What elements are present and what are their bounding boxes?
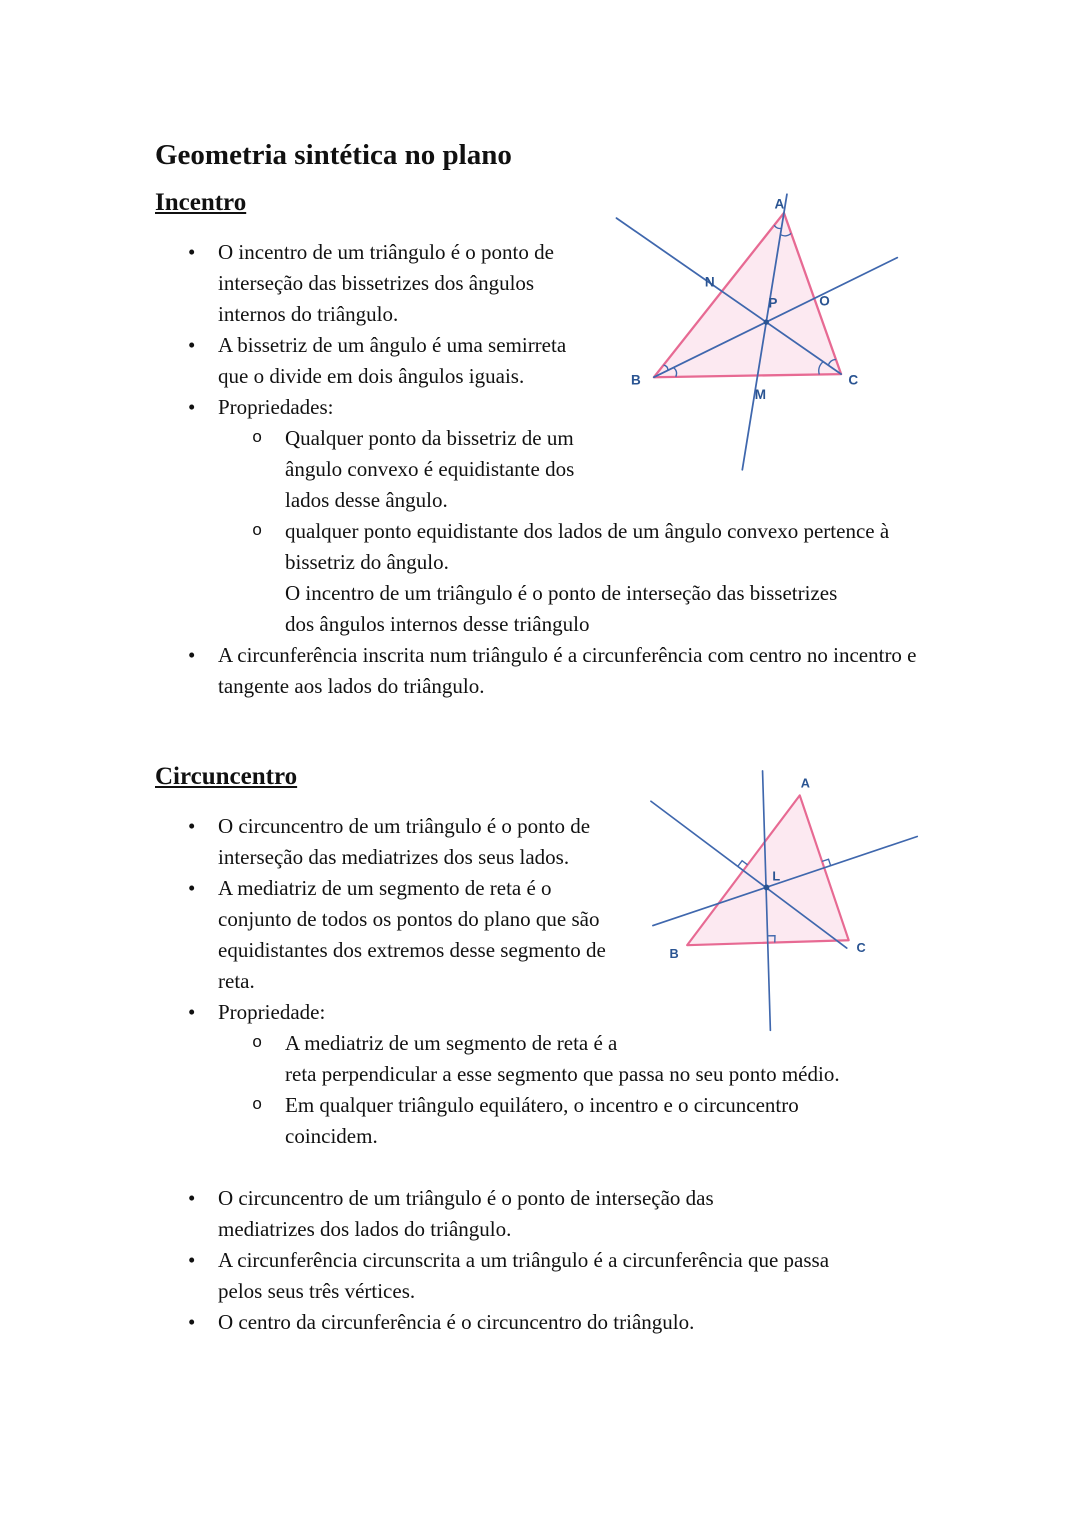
bullet-bissetriz-definition: • A bissetriz de um ângulo é uma semirreta que o divide em dois ângulos iguais.	[155, 330, 930, 392]
bullet-circuncentro-definition: • O circuncentro de um triângulo é o ponto de interseção das mediatrizes dos seus lados.	[155, 811, 930, 873]
point-label-o: O	[819, 293, 830, 309]
vertex-label-a: A	[774, 196, 785, 212]
propriedades-label: Propriedades:	[218, 395, 334, 419]
bullet-text: • A circunferência circunscrita a um triângulo é a circunferência que passa pelos seus três vértices.	[218, 1248, 830, 1303]
vertex-label-b: B	[669, 945, 679, 961]
section-circuncentro	[155, 762, 930, 1338]
vertex-label-c: C	[848, 372, 859, 388]
vertex-label-a: A	[800, 775, 810, 791]
bullet-mediatriz-definition: • A mediatriz de um segmento de reta é o conjunto de todos os pontos do plano que são equidistantes dos extremos desse segmento de reta.	[155, 873, 930, 997]
circuncentro-heading-text: Circuncentro	[155, 763, 298, 790]
point-label-m: M	[754, 387, 767, 403]
bullet-incentro-definition: • O incentro de um triângulo é o ponto de interseção das bissetrizes dos ângulos internos do triângulo.	[155, 237, 930, 330]
vertex-label-b: B	[631, 372, 641, 388]
bullet-propriedades	[155, 392, 930, 640]
propriedade-label: Propriedade:	[218, 1000, 326, 1024]
sub-bullet-text: o A mediatriz de um segmento de reta é a reta perpendicular a esse segmento que passa no seu ponto médio.	[285, 1031, 840, 1086]
bullet-text: • O circuncentro de um triângulo é o ponto de interseção das mediatrizes dos lados do triângulo.	[218, 1186, 714, 1241]
propriedades-sublist	[218, 423, 930, 640]
vertex-label-c: C	[856, 940, 866, 955]
incentro-heading-text: Incentro	[155, 189, 247, 216]
incentro-list	[155, 237, 930, 702]
point-label-n: N	[704, 274, 715, 290]
bullet-circunferencia-inscrita: • A circunferência inscrita num triângulo é a circunferência com centro no incentro e tangente aos lados do triângulo.	[155, 640, 930, 702]
circuncentro-list	[155, 811, 930, 1338]
sub-bullet-text-2: O incentro de um triângulo é o ponto de interseção das bissetrizes dos ângulos internos desse triângulo	[285, 581, 838, 636]
propriedade-sublist	[218, 1028, 930, 1152]
sub-bullet-equilatero-coincidem	[218, 1090, 930, 1152]
sub-bullet-text: o Em qualquer triângulo equilátero, o incentro e o circuncentro coincidem.	[285, 1093, 799, 1148]
sub-bullet-text-1: o qualquer ponto equidistante dos lados de um ângulo convexo pertence à bissetriz do ângulo.	[285, 519, 890, 574]
point-label-l: L	[772, 868, 781, 884]
bullet-propriedade	[155, 997, 930, 1152]
sub-bullet-mediatriz-perpendicular	[218, 1028, 930, 1090]
point-label-p: P	[768, 295, 778, 311]
sub-bullet-bissetriz-equidistante: o Qualquer ponto da bissetriz de um ângulo convexo é equidistante dos lados desse ângulo.	[218, 423, 930, 516]
sub-bullet-equidistante-bissetriz	[218, 516, 930, 640]
page-title: Geometria sintética no plano	[155, 139, 512, 171]
bullet-circunferencia-circunscrita	[155, 1245, 930, 1307]
section-incentro	[155, 188, 930, 702]
bullet-centro-circunferencia: • O centro da circunferência é o circuncentro do triângulo.	[155, 1307, 930, 1338]
bullet-circuncentro-intersecao	[155, 1183, 930, 1245]
